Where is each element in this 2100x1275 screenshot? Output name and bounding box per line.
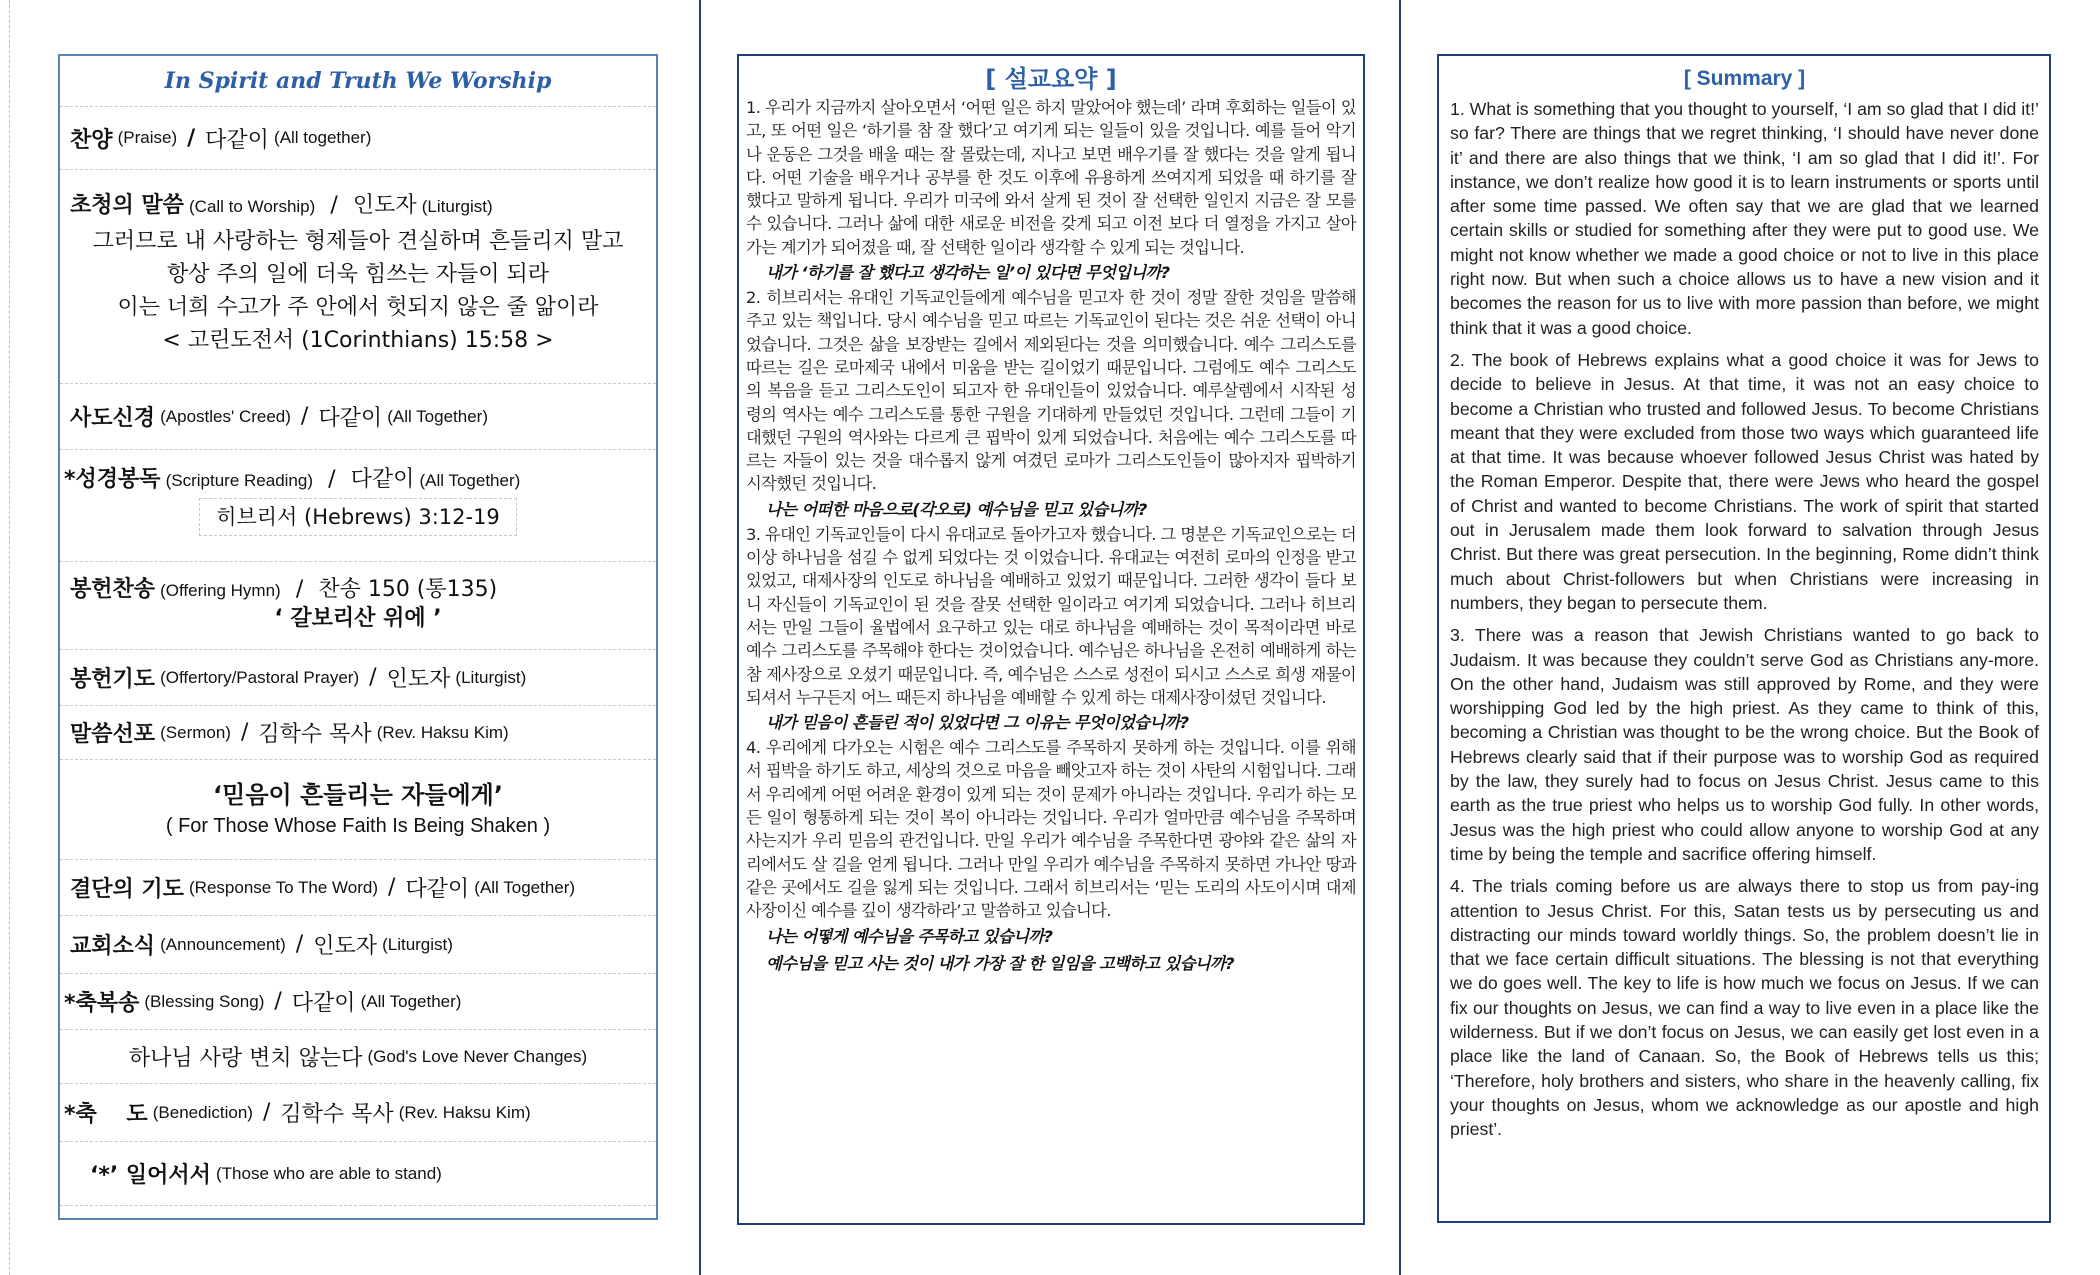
english-summary-title: [ Summary ] xyxy=(1683,67,1806,90)
sermon-title-korean: ‘믿음이 흔들리는 자들에게’ xyxy=(213,781,503,809)
call-verse-line-1: 그러므로 내 사랑하는 형제들아 견실하며 흔들리지 말고 xyxy=(92,229,624,254)
korean-paragraph-4: 4. 우리에게 다가오는 시험은 예수 그리스도를 주목하지 못하게 하는 것입니다. 이를 위해서 핍박을 하기도 하고, 세상의 것으로 마음을 빼앗고자 하는 것이 사탄의 시험입니다. 그래서 우리에게 어떤 어려운 환경이 있게 되는 것이 문제가 아니라는 것입니다. 우리가 하는 모든 일이 형통하게 되는 것이 복이 아니라는 것입니다. 우리가 얼마만큼 예수님을 주목하며 사는지가 우리 믿음의 관건입니다. 만일 우리가 예수님을 주목한다면 광야와 같은 삶의 자리에서도 살 길을 얻게 됩니다. 그러나 만일 우리가 예수님을 주목하지 못하면 가나안 땅과 같은 곳에서도 길을 잃게 되는 것입니다. 그래서 히브리서는 ‘믿는 도리의 사도이시며 대제사장이신 예수를 깊이 생각하라’고 말씀하고 있습니다. xyxy=(746,738,1356,921)
call-verse-line-3: 이는 너희 수고가 주 안에서 헛되지 않은 줄 앎이라 xyxy=(117,295,599,320)
english-summary-panel xyxy=(1437,54,2051,1223)
korean-paragraph-1: 1. 우리가 지금까지 살아오면서 ‘어떤 일은 하지 말았어야 했는데’ 라며 후회하는 일들이 있고, 또 어떤 일은 ‘하기를 참 잘 했다’고 여기게 되는 일들이 있을 것입니다. 예를 들어 악기나 운동은 그것을 배울 때는 잘 몰랐는데, 지나고 보면 배우기를 잘 했다는 것을 알게 됩니다. 어떤 기술을 배우거나 공부를 한 것도 이후에 유용하게 쓰여지게 되었을 때 하기를 잘 했다고 말하게 됩니다. 우리가 미국에 와서 살게 된 것이 잘 선택한 일인지 지금은 잘 모를 수 있습니다. 그러나 삶에 대한 새로운 비전을 갖게 되고 이전 보다 더 열정을 가지고 살아가는 계기가 되어졌을 때, 잘 선택한 일이라 생각할 수 있게 되는 것입니다. xyxy=(746,98,1356,257)
korean-question-2: 나는 어떠한 마음으로(각오로) 예수님을 믿고 있습니까? xyxy=(766,499,1147,519)
offering-hymn-title: ‘ 갈보리산 위에 ’ xyxy=(274,606,442,631)
offertory-prayer-row: 봉헌기도 (Offertory/Pastoral Prayer) / 인도자 (Liturgist) xyxy=(60,650,656,706)
sermon-title-english: ( For Those Whose Faith Is Being Shaken ) xyxy=(165,815,551,837)
order-of-worship-panel xyxy=(58,54,658,1220)
panel-divider-2 xyxy=(1399,0,1401,1275)
worship-title: In Spirit and Truth We Worship xyxy=(60,56,656,107)
korean-question-4: 나는 어떻게 예수님을 주목하고 있습니까? xyxy=(766,926,1053,946)
stand-note-row: ‘*’ 일어서서 (Those who are able to stand) xyxy=(60,1142,656,1206)
offering-hymn-block: 봉헌찬송 (Offering Hymn) / 찬송 150 (통135) ‘ 갈보리산 위에 ’ xyxy=(60,562,656,650)
sermon-title-block xyxy=(60,760,656,860)
english-paragraph-2: 2. The book of Hebrews explains what a good choice it was for Jews to decide to believe in Jesus. At that time, it was not an easy choice to become a Christian who trusted and followed Jesus. To become Christians meant that they were excluded from those two ways which guaranteed life at that time. It was because whoever followed Jesus Christ was hated by the Roman Emperor. Despite that, there were Jews who heard the gospel of Christ and wanted to become Christians. The work of spirit that started out in Jerusalem made them look forward to salvation through Jesus Christ. But there was great persecution. In the beginning, Rome didn’t think much about Christ-followers but when Christians were increasing in numbers, they began to persecute them. xyxy=(1450,349,2039,613)
call-verse-reference: < 고린도전서 (1Corinthians) 15:58 > xyxy=(162,328,554,353)
announcement-row: 교회소식 (Announcement) / 인도자 (Liturgist) xyxy=(60,916,656,974)
english-paragraph-4: 4. The trials coming before us are always there to stop us from pay-ing attention to Jesus Christ. For this, Satan tests us by persecuting us and distracting our minds toward worldly things. So, the problem doesn’t lie in that we face certain difficult situations. The blessing is not that everything we do goes well. The key to life is how much we focus on Jesus. If we can fix our thoughts on Jesus, we can find a way to live even in a place like the wilderness. But if we don’t focus on Jesus, we can easily get lost even in a place like the land of Canaan. So, the Book of Hebrews tells us this; ‘Therefore, holy brothers and sisters, who share in the heavenly calling, fix your thoughts on Jesus, whom we acknowledge as our apostle and high priest’. xyxy=(1450,876,2039,1140)
call-verse-line-2: 항상 주의 일에 더욱 힘쓰는 자들이 되라 xyxy=(167,262,549,287)
korean-paragraph-3: 3. 유대인 기독교인들이 다시 유대교로 돌아가고자 했습니다. 그 명분은 기독교인으로는 더 이상 하나님을 섬길 수 없게 되었다는 것 이었습니다. 유대교는 여전히 로마의 인정을 받고 있었고, 대제사장의 인도로 하나님을 예배하고 있었기 때문입니다. 그러한 생각이 들다 보니 자신들이 기독교인이 된 것을 잘못 선택한 일이라고 여기게 되었습니다. 그러나 히브리서는 만일 그들이 율법에서 요구하고 있는 대로 하나님을 예배하는 것이 목적이라면 바로 예수 그리스도를 주목해야 한다는 것이었습니다. 예수님은 하나님을 온전히 예배하게 하는 참 제사장으로 오셨기 때문입니다. 즉, 예수님은 스스로 성전이 되시고 스스로 희생 재물이 되셔서 누구든지 어느 때든지 하나님을 예배할 수 있게 하는 대제사장이셨던 것입니다. xyxy=(746,524,1356,707)
korean-question-5: 예수님을 믿고 사는 것이 내가 가장 잘 한 일임을 고백하고 있습니까? xyxy=(766,953,1234,973)
benediction-row: *축 도 (Benediction) / 김학수 목사 (Rev. Haksu Kim) xyxy=(60,1084,656,1142)
korean-question-3: 내가 믿음이 흔들린 적이 있었다면 그 이유는 무엇이었습니까? xyxy=(766,713,1189,733)
response-prayer-row: 결단의 기도 (Response To The Word) / 다같이 (All Together) xyxy=(60,860,656,916)
scripture-reading-block: *성경봉독 (Scripture Reading) / 다같이 (All Together) 히브리서 (Hebrews) 3:12-19 xyxy=(60,450,656,562)
korean-paragraph-2: 2. 히브리서는 유대인 기독교인들에게 예수님을 믿고자 한 것이 정말 잘한 것임을 말씀해 주고 있는 책입니다. 당시 예수님을 믿고 따르는 기독교인이 된다는 것은 쉬운 선택이 아니었습니다. 그것은 삶을 보장받는 길에서 제외된다는 것을 의미했습니다. 예수 그리스도를 따르는 길은 로마제국 내에서 미움을 받는 길이었기 때문입니다. 그럼에도 예수 그리스도의 복음을 듣고 그리스도인이 되고자 한 유대인들이 있었습니다. 예루살렘에서 시작된 성령의 역사는 예수 그리스도를 통한 구원을 기대하게 만들었던 것입니다. 그런데 그들이 기대했던 구원의 역사와는 다르게 큰 핍박이 있게 되었습니다. 처음에는 예수 그리스도를 따르는 자들이 있는 것을 대수롭지 않게 여겼던 로마가 그리스도인들이 많아지자 핍박하기 시작했던 것입니다. xyxy=(746,288,1356,494)
blessing-song-row: *축복송 (Blessing Song) / 다같이 (All Together) xyxy=(60,974,656,1030)
blessing-song-title-row: 하나님 사랑 변치 않는다 (God's Love Never Changes) xyxy=(60,1030,656,1084)
left-fold-guide xyxy=(9,0,10,1275)
korean-question-1: 내가 ‘하기를 잘 했다고 생각하는 일’이 있다면 무엇입니까? xyxy=(766,263,1170,283)
call-to-worship-block: 초청의 말씀 (Call to Worship) / 인도자 (Liturgist) 그러므로 내 사랑하는 형제들아 견실하며 흔들리지 말고 항상 주의 일에 더욱 힘쓰는 자들이 되라 이는 너희 수고가 주 안에서 헛되지 않은 줄 앎이라 < 고린도전서 (1Corinthians) 15:58 > xyxy=(60,170,656,384)
apostles-creed-row: 사도신경 (Apostles' Creed) / 다같이 (All Together) xyxy=(60,384,656,450)
english-paragraph-1: 1. What is something that you thought to yourself, ‘I am so glad that I did it!’ so far? There are things that we regret thinking, ‘I should have never done it’ and there are also things that we think, ‘I am so glad that I did it!’. For instance, we don’t realize how good it is to learn instruments or sports until after some time passed. We often say that we are glad that we learned certain skills or studied for something after they were put to good use. We might not know whether we made a good choice or not to live in this place right now. But when such a choice allows us to have a new vision and it becomes the reason for us to live with more passion than before, we might think that it was a good choice. xyxy=(1450,99,2039,338)
korean-summary-title: [ 설교요약 ] xyxy=(985,65,1117,93)
english-paragraph-3: 3. There was a reason that Jewish Christians wanted to go back to Judaism. It was because they couldn’t serve God as Christians any-more. On the other hand, Judaism was still approved by Rome, and they were worshipping God led by the high priest. As they came to think of this, becoming a Christian was thought to be the wrong choice. But the Book of Hebrews clearly said that if their purpose was to worship God as required by the law, they surely had to focus on Jesus Christ. Jesus came to this earth as the true priest who helps us to worship God fully. In other words, Jesus was the high priest who could allow anyone to worship God at any time by being the temple and sacrifice offering himself. xyxy=(1450,625,2039,864)
sermon-row: 말씀선포 (Sermon) / 김학수 목사 (Rev. Haksu Kim) xyxy=(60,706,656,760)
praise-row: 찬양 (Praise) / 다같이 (All together) xyxy=(60,107,656,170)
panel-divider-1 xyxy=(699,0,701,1275)
scripture-passage: 히브리서 (Hebrews) 3:12-19 xyxy=(199,498,517,536)
korean-summary-panel xyxy=(737,54,1365,1225)
